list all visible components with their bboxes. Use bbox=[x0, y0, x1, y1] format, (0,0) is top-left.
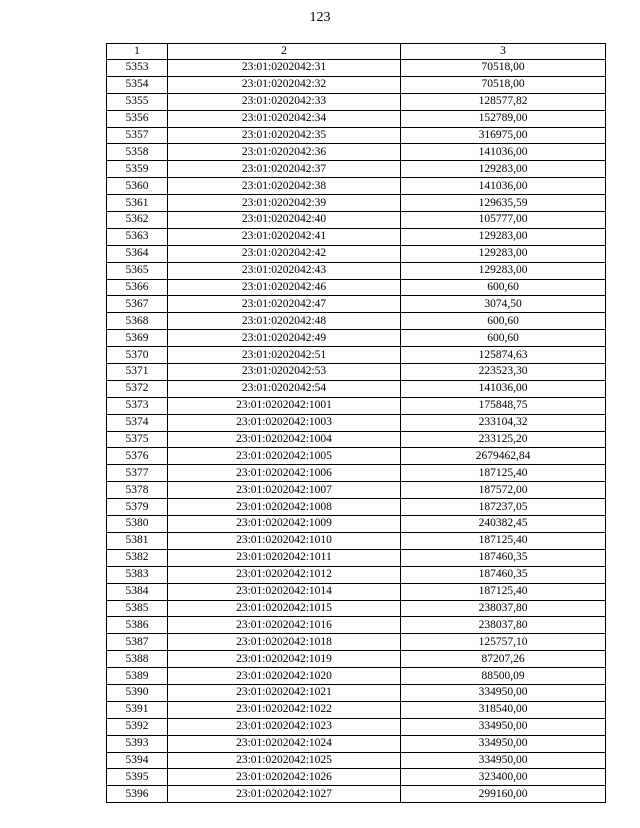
value-cell: 187125,40 bbox=[401, 583, 606, 600]
cadastral-number-cell: 23:01:0202042:1019 bbox=[168, 651, 401, 668]
row-number-cell: 5388 bbox=[107, 651, 168, 668]
table-row bbox=[107, 330, 606, 347]
table-row bbox=[107, 313, 606, 330]
table-row bbox=[107, 212, 606, 229]
row-number-cell: 5359 bbox=[107, 161, 168, 178]
table-row bbox=[107, 532, 606, 549]
table-row bbox=[107, 60, 606, 77]
cadastral-number-cell: 23:01:0202042:1012 bbox=[168, 566, 401, 583]
cadastral-number-cell: 23:01:0202042:1014 bbox=[168, 583, 401, 600]
value-cell: 600,60 bbox=[401, 279, 606, 296]
value-cell: 334950,00 bbox=[401, 735, 606, 752]
cadastral-number-cell: 23:01:0202042:1024 bbox=[168, 735, 401, 752]
table-row bbox=[107, 600, 606, 617]
table-row bbox=[107, 127, 606, 144]
value-cell: 187460,35 bbox=[401, 566, 606, 583]
value-cell: 70518,00 bbox=[401, 60, 606, 77]
row-number-cell: 5378 bbox=[107, 482, 168, 499]
value-cell: 238037,80 bbox=[401, 617, 606, 634]
table-row bbox=[107, 93, 606, 110]
cadastral-number-cell: 23:01:0202042:1010 bbox=[168, 532, 401, 549]
table-row bbox=[107, 668, 606, 685]
row-number-cell: 5355 bbox=[107, 93, 168, 110]
table-row bbox=[107, 482, 606, 499]
row-number-cell: 5356 bbox=[107, 110, 168, 127]
table-row bbox=[107, 347, 606, 364]
value-cell: 152789,00 bbox=[401, 110, 606, 127]
cadastral-number-cell: 23:01:0202042:1018 bbox=[168, 634, 401, 651]
table-row bbox=[107, 684, 606, 701]
value-cell: 105777,00 bbox=[401, 212, 606, 229]
row-number-cell: 5392 bbox=[107, 718, 168, 735]
value-cell: 2679462,84 bbox=[401, 448, 606, 465]
cadastral-number-cell: 23:01:0202042:31 bbox=[168, 60, 401, 77]
table-row bbox=[107, 431, 606, 448]
cadastral-number-cell: 23:01:0202042:1004 bbox=[168, 431, 401, 448]
row-number-cell: 5386 bbox=[107, 617, 168, 634]
cadastral-number-cell: 23:01:0202042:1021 bbox=[168, 684, 401, 701]
table-row bbox=[107, 735, 606, 752]
table-row bbox=[107, 380, 606, 397]
row-number-cell: 5384 bbox=[107, 583, 168, 600]
column-header-1: 1 bbox=[107, 44, 168, 60]
cadastral-number-cell: 23:01:0202042:1026 bbox=[168, 769, 401, 786]
cadastral-number-cell: 23:01:0202042:47 bbox=[168, 296, 401, 313]
row-number-cell: 5382 bbox=[107, 549, 168, 566]
table-row bbox=[107, 549, 606, 566]
row-number-cell: 5369 bbox=[107, 330, 168, 347]
table-row bbox=[107, 228, 606, 245]
cadastral-number-cell: 23:01:0202042:42 bbox=[168, 245, 401, 262]
table-row bbox=[107, 76, 606, 93]
row-number-cell: 5380 bbox=[107, 516, 168, 533]
row-number-cell: 5353 bbox=[107, 60, 168, 77]
value-cell: 334950,00 bbox=[401, 718, 606, 735]
row-number-cell: 5364 bbox=[107, 245, 168, 262]
value-cell: 128577,82 bbox=[401, 93, 606, 110]
value-cell: 238037,80 bbox=[401, 600, 606, 617]
value-cell: 87207,26 bbox=[401, 651, 606, 668]
table-row bbox=[107, 566, 606, 583]
table-row bbox=[107, 769, 606, 786]
row-number-cell: 5365 bbox=[107, 262, 168, 279]
value-cell: 187572,00 bbox=[401, 482, 606, 499]
table-row bbox=[107, 718, 606, 735]
table-row bbox=[107, 448, 606, 465]
cadastral-number-cell: 23:01:0202042:48 bbox=[168, 313, 401, 330]
registry-table bbox=[106, 43, 606, 803]
column-header-2: 2 bbox=[168, 44, 401, 60]
value-cell: 70518,00 bbox=[401, 76, 606, 93]
cadastral-number-cell: 23:01:0202042:1006 bbox=[168, 465, 401, 482]
value-cell: 141036,00 bbox=[401, 380, 606, 397]
row-number-cell: 5390 bbox=[107, 684, 168, 701]
table-row bbox=[107, 516, 606, 533]
row-number-cell: 5391 bbox=[107, 701, 168, 718]
value-cell: 129283,00 bbox=[401, 245, 606, 262]
cadastral-number-cell: 23:01:0202042:1016 bbox=[168, 617, 401, 634]
cadastral-number-cell: 23:01:0202042:1001 bbox=[168, 397, 401, 414]
cadastral-number-cell: 23:01:0202042:37 bbox=[168, 161, 401, 178]
value-cell: 240382,45 bbox=[401, 516, 606, 533]
table-row bbox=[107, 583, 606, 600]
cadastral-number-cell: 23:01:0202042:32 bbox=[168, 76, 401, 93]
row-number-cell: 5357 bbox=[107, 127, 168, 144]
cadastral-number-cell: 23:01:0202042:1008 bbox=[168, 499, 401, 516]
row-number-cell: 5358 bbox=[107, 144, 168, 161]
row-number-cell: 5383 bbox=[107, 566, 168, 583]
table-row bbox=[107, 414, 606, 431]
row-number-cell: 5371 bbox=[107, 364, 168, 381]
table-row bbox=[107, 617, 606, 634]
row-number-cell: 5377 bbox=[107, 465, 168, 482]
row-number-cell: 5354 bbox=[107, 76, 168, 93]
row-number-cell: 5370 bbox=[107, 347, 168, 364]
row-number-cell: 5396 bbox=[107, 786, 168, 803]
value-cell: 318540,00 bbox=[401, 701, 606, 718]
cadastral-number-cell: 23:01:0202042:1025 bbox=[168, 752, 401, 769]
value-cell: 141036,00 bbox=[401, 178, 606, 195]
value-cell: 187125,40 bbox=[401, 465, 606, 482]
value-cell: 3074,50 bbox=[401, 296, 606, 313]
value-cell: 600,60 bbox=[401, 330, 606, 347]
row-number-cell: 5375 bbox=[107, 431, 168, 448]
row-number-cell: 5381 bbox=[107, 532, 168, 549]
value-cell: 299160,00 bbox=[401, 786, 606, 803]
column-header-3: 3 bbox=[401, 44, 606, 60]
value-cell: 129283,00 bbox=[401, 228, 606, 245]
value-cell: 600,60 bbox=[401, 313, 606, 330]
value-cell: 129283,00 bbox=[401, 262, 606, 279]
value-cell: 129283,00 bbox=[401, 161, 606, 178]
value-cell: 334950,00 bbox=[401, 752, 606, 769]
table-row bbox=[107, 296, 606, 313]
row-number-cell: 5363 bbox=[107, 228, 168, 245]
value-cell: 129635,59 bbox=[401, 195, 606, 212]
cadastral-number-cell: 23:01:0202042:35 bbox=[168, 127, 401, 144]
cadastral-number-cell: 23:01:0202042:1009 bbox=[168, 516, 401, 533]
table-row bbox=[107, 110, 606, 127]
table-row bbox=[107, 634, 606, 651]
row-number-cell: 5395 bbox=[107, 769, 168, 786]
table-body bbox=[107, 60, 606, 803]
row-number-cell: 5389 bbox=[107, 668, 168, 685]
cadastral-number-cell: 23:01:0202042:51 bbox=[168, 347, 401, 364]
row-number-cell: 5372 bbox=[107, 380, 168, 397]
row-number-cell: 5361 bbox=[107, 195, 168, 212]
cadastral-number-cell: 23:01:0202042:1011 bbox=[168, 549, 401, 566]
value-cell: 187460,35 bbox=[401, 549, 606, 566]
cadastral-number-cell: 23:01:0202042:1020 bbox=[168, 668, 401, 685]
value-cell: 187237,05 bbox=[401, 499, 606, 516]
cadastral-number-cell: 23:01:0202042:1023 bbox=[168, 718, 401, 735]
value-cell: 175848,75 bbox=[401, 397, 606, 414]
cadastral-number-cell: 23:01:0202042:1027 bbox=[168, 786, 401, 803]
table-row bbox=[107, 786, 606, 803]
value-cell: 125874,63 bbox=[401, 347, 606, 364]
cadastral-number-cell: 23:01:0202042:39 bbox=[168, 195, 401, 212]
cadastral-number-cell: 23:01:0202042:43 bbox=[168, 262, 401, 279]
row-number-cell: 5387 bbox=[107, 634, 168, 651]
value-cell: 125757,10 bbox=[401, 634, 606, 651]
cadastral-number-cell: 23:01:0202042:34 bbox=[168, 110, 401, 127]
table-row bbox=[107, 144, 606, 161]
row-number-cell: 5385 bbox=[107, 600, 168, 617]
row-number-cell: 5373 bbox=[107, 397, 168, 414]
cadastral-number-cell: 23:01:0202042:1005 bbox=[168, 448, 401, 465]
row-number-cell: 5394 bbox=[107, 752, 168, 769]
table-row bbox=[107, 161, 606, 178]
value-cell: 187125,40 bbox=[401, 532, 606, 549]
cadastral-number-cell: 23:01:0202042:1022 bbox=[168, 701, 401, 718]
table-row bbox=[107, 651, 606, 668]
page-number: 123 bbox=[309, 10, 331, 25]
row-number-cell: 5367 bbox=[107, 296, 168, 313]
table-header-row bbox=[107, 44, 606, 60]
value-cell: 88500,09 bbox=[401, 668, 606, 685]
row-number-cell: 5393 bbox=[107, 735, 168, 752]
table-row bbox=[107, 279, 606, 296]
cadastral-number-cell: 23:01:0202042:33 bbox=[168, 93, 401, 110]
row-number-cell: 5362 bbox=[107, 212, 168, 229]
value-cell: 316975,00 bbox=[401, 127, 606, 144]
cadastral-number-cell: 23:01:0202042:41 bbox=[168, 228, 401, 245]
row-number-cell: 5360 bbox=[107, 178, 168, 195]
cadastral-number-cell: 23:01:0202042:1007 bbox=[168, 482, 401, 499]
value-cell: 323400,00 bbox=[401, 769, 606, 786]
cadastral-number-cell: 23:01:0202042:46 bbox=[168, 279, 401, 296]
cadastral-number-cell: 23:01:0202042:40 bbox=[168, 212, 401, 229]
table-row bbox=[107, 701, 606, 718]
cadastral-number-cell: 23:01:0202042:53 bbox=[168, 364, 401, 381]
value-cell: 223523,30 bbox=[401, 364, 606, 381]
cadastral-number-cell: 23:01:0202042:54 bbox=[168, 380, 401, 397]
table-row bbox=[107, 245, 606, 262]
value-cell: 233125,20 bbox=[401, 431, 606, 448]
table-row bbox=[107, 178, 606, 195]
table-row bbox=[107, 262, 606, 279]
row-number-cell: 5368 bbox=[107, 313, 168, 330]
value-cell: 141036,00 bbox=[401, 144, 606, 161]
row-number-cell: 5366 bbox=[107, 279, 168, 296]
cadastral-number-cell: 23:01:0202042:38 bbox=[168, 178, 401, 195]
value-cell: 334950,00 bbox=[401, 684, 606, 701]
table-row bbox=[107, 752, 606, 769]
row-number-cell: 5374 bbox=[107, 414, 168, 431]
table-row bbox=[107, 195, 606, 212]
value-cell: 233104,32 bbox=[401, 414, 606, 431]
table-row bbox=[107, 499, 606, 516]
cadastral-number-cell: 23:01:0202042:1003 bbox=[168, 414, 401, 431]
cadastral-number-cell: 23:01:0202042:36 bbox=[168, 144, 401, 161]
table-row bbox=[107, 397, 606, 414]
cadastral-number-cell: 23:01:0202042:1015 bbox=[168, 600, 401, 617]
table-row bbox=[107, 465, 606, 482]
row-number-cell: 5379 bbox=[107, 499, 168, 516]
table-row bbox=[107, 364, 606, 381]
row-number-cell: 5376 bbox=[107, 448, 168, 465]
cadastral-number-cell: 23:01:0202042:49 bbox=[168, 330, 401, 347]
